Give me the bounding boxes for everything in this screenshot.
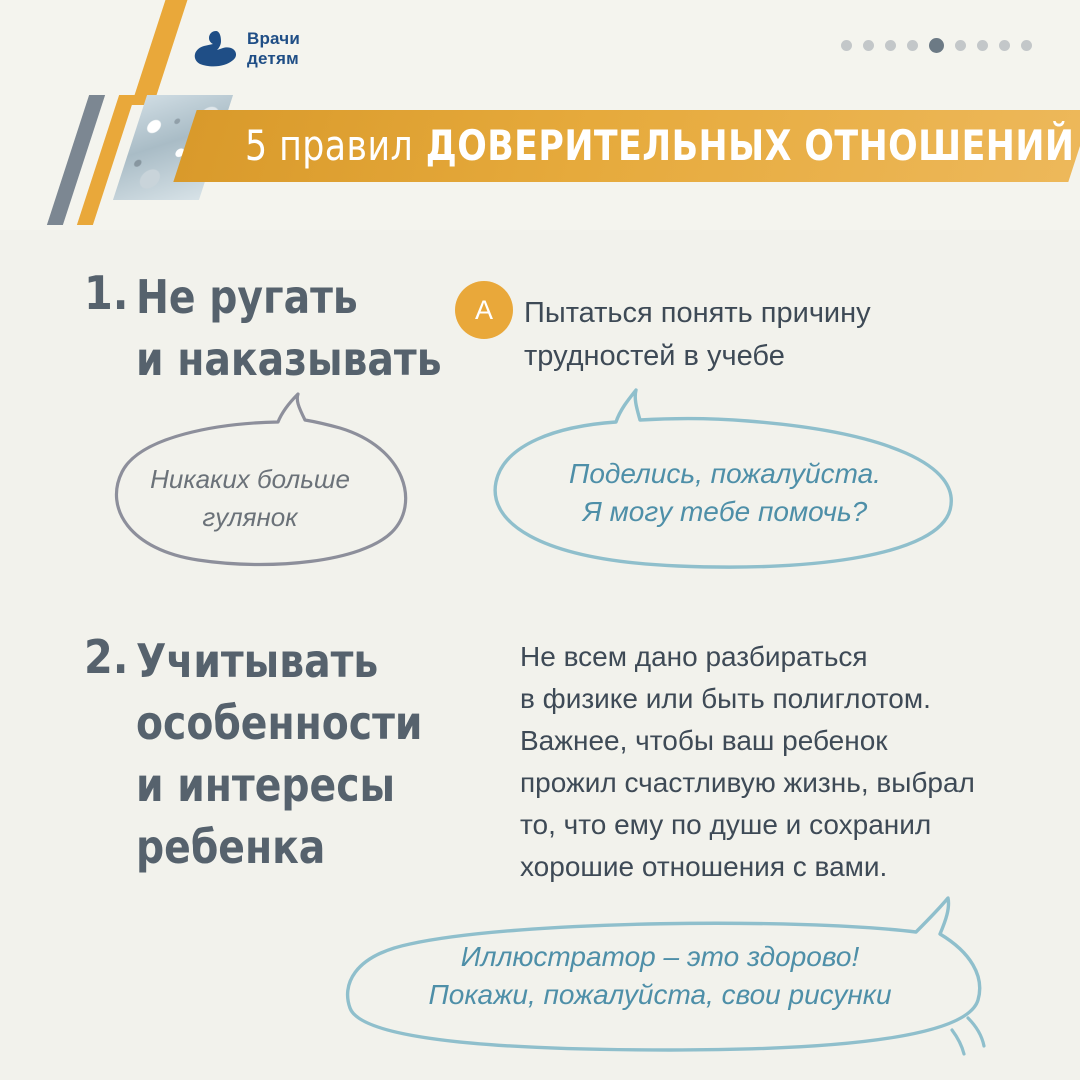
- page-header: [0, 0, 1080, 230]
- progress-dot[interactable]: [977, 40, 988, 51]
- brand-logo-line1: Врачи: [247, 29, 301, 48]
- body-paragraph-line3: Важнее, чтобы ваш ребенок: [520, 725, 888, 756]
- rule-1-number: 1.: [84, 266, 129, 320]
- rule-2-heading: [136, 630, 535, 878]
- progress-dot[interactable]: [841, 40, 852, 51]
- body-paragraph-line2: в физике или быть полиглотом.: [520, 683, 931, 714]
- progress-dots[interactable]: [841, 38, 1032, 53]
- rule-2-number: 2.: [84, 630, 129, 684]
- page-title-main: ДОВЕРИТЕЛЬНЫХ ОТНОШЕНИЙ: [425, 121, 1075, 170]
- progress-dot-active[interactable]: [929, 38, 944, 53]
- progress-dot[interactable]: [907, 40, 918, 51]
- rule-1-heading-line1: Не ругать: [136, 270, 358, 324]
- page-title: [245, 119, 1075, 173]
- rule-2-heading-line1: Учитывать: [136, 634, 379, 688]
- brand-logo-line2: детям: [247, 49, 299, 68]
- brand-logo[interactable]: [192, 18, 382, 80]
- speech-bubble-blue-answer-text: [505, 455, 945, 531]
- progress-dot[interactable]: [1021, 40, 1032, 51]
- brand-logo-text: [247, 29, 300, 69]
- speech-bubble-blue-illustrator-text: [360, 938, 960, 1014]
- rule-1-heading-line2: и наказывать: [136, 332, 442, 386]
- speech-bubble-blue-answer-line1: Поделись, пожалуйста.: [569, 458, 881, 489]
- speech-bubble-blue-illustrator-line1: Иллюстратор – это здорово!: [460, 941, 860, 972]
- answer-text-line1: Пытаться понять причину: [524, 297, 871, 329]
- body-paragraph-line4: прожил счастливую жизнь, выбрал: [520, 767, 975, 798]
- answer-text: [524, 292, 1024, 378]
- body-paragraph-line6: хорошие отношения с вами.: [520, 851, 888, 882]
- rule-2-heading-line3: и интересы: [136, 758, 396, 812]
- progress-dot[interactable]: [999, 40, 1010, 51]
- body-paragraph-line5: то, что ему по душе и сохранил: [520, 809, 932, 840]
- page-title-lead: 5 правил: [245, 121, 414, 170]
- progress-dot[interactable]: [955, 40, 966, 51]
- progress-dot[interactable]: [885, 40, 896, 51]
- answer-text-line2: трудностей в учебе: [524, 340, 785, 372]
- rule-2-heading-line4: ребенка: [136, 820, 326, 874]
- body-paragraph-line1: Не всем дано разбираться: [520, 641, 868, 672]
- progress-dot[interactable]: [863, 40, 874, 51]
- speech-bubble-blue-illustrator-line2: Покажи, пожалуйста, свои рисунки: [428, 979, 892, 1010]
- speech-bubble-gray-line1: Никаких больше: [150, 464, 350, 494]
- body-paragraph: [520, 636, 1040, 888]
- speech-bubble-blue-answer-line2: Я могу тебе помочь?: [582, 496, 868, 527]
- speech-bubble-gray-line2: гулянок: [202, 502, 298, 532]
- answer-badge: А: [455, 281, 513, 339]
- rule-2-heading-line2: особенности: [136, 696, 423, 750]
- hand-with-child-logo-icon: [192, 29, 238, 69]
- speech-bubble-gray-text: [110, 460, 390, 536]
